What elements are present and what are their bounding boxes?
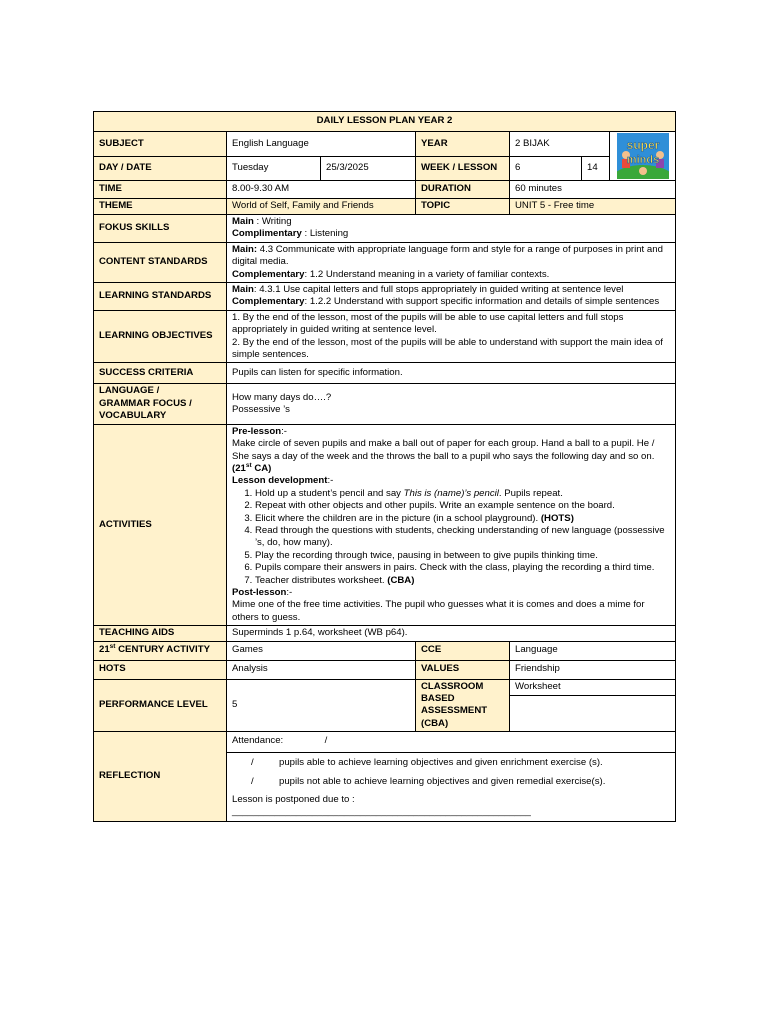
cce-label: CCE (416, 641, 510, 660)
pre-lesson-suffix: :- (281, 425, 287, 437)
week-value: 6 (510, 156, 582, 181)
superminds-logo (610, 132, 676, 181)
time-label: TIME (94, 181, 227, 199)
achieved-row (227, 753, 675, 773)
attendance-row (227, 732, 675, 753)
achieved-slash: / (251, 757, 254, 769)
ls-main-value: : 4.3.1 Use capital letters and full stops appropriately in guided writing at sentence level (253, 284, 624, 296)
year-value: 2 BIJAK (510, 132, 610, 157)
lesson-value: 14 (582, 156, 610, 181)
week-lesson-label: WEEK / LESSON (416, 156, 510, 181)
content-comp-value: : 1.2 Understand meaning in a variety of familiar contexts. (304, 268, 550, 280)
century-activity-value: Games (227, 641, 416, 660)
ls-main-label: Main (232, 284, 254, 296)
step-item: 5. Play the recording through twice, pausing in between to give pupils thinking time. (255, 550, 670, 562)
values-label: VALUES (416, 660, 510, 679)
teaching-aids-label: TEACHING AIDS (94, 626, 227, 641)
learning-objectives-value (227, 310, 676, 363)
day-value: Tuesday (227, 156, 321, 181)
content-standards-value (227, 242, 676, 282)
language-focus-label-3: VOCABULARY (99, 410, 167, 422)
fokus-skills-value (227, 215, 676, 243)
pre-tag-suffix: CA) (251, 462, 272, 474)
success-criteria-value: Pupils can listen for specific information. (227, 363, 676, 384)
step-3-tag: (HOTS) (540, 512, 574, 524)
page-title: DAILY LESSON PLAN YEAR 2 (94, 112, 676, 132)
topic-label: TOPIC (416, 199, 510, 215)
performance-level-label: PERFORMANCE LEVEL (94, 679, 227, 732)
content-comp-label: Complementary (232, 268, 305, 280)
content-main-value: 4.3 Communicate with appropriate language form and style for a range of purposes in print and digital media. (232, 243, 663, 268)
logo-text-bottom: minds (626, 154, 659, 166)
fokus-main-label: Main (232, 216, 254, 227)
fokus-comp-value: : Listening (301, 228, 349, 240)
development-suffix: :- (327, 475, 334, 487)
cba-label-2: ASSESSMENT (CBA) (421, 705, 488, 729)
cba-label-1: CLASSROOM BASED (421, 680, 484, 704)
cba-value: Worksheet (510, 680, 675, 696)
fokus-main-value: : Writing (253, 216, 292, 227)
attendance-label: Attendance: (232, 735, 284, 747)
century-activity-label (94, 641, 227, 660)
success-criteria-label: SUCCESS CRITERIA (94, 363, 227, 384)
postponed-label: Lesson is postponed due to : (232, 794, 355, 806)
achieved-text: pupils able to achieve learning objectives and given enrichment exercise (s). (279, 757, 603, 769)
superminds-logo-icon (617, 133, 669, 179)
duration-label: DURATION (416, 181, 510, 199)
teaching-aids-value: Superminds 1 p.64, worksheet (WB p64). (227, 626, 676, 641)
pre-tag-prefix: (21 (232, 462, 246, 474)
language-focus-label-1: LANGUAGE / (99, 385, 160, 397)
pre-lesson-label: Pre-lesson (232, 425, 282, 437)
duration-value: 60 minutes (510, 181, 676, 199)
learning-standards-value (227, 283, 676, 311)
pre-tag-sup: st (245, 461, 252, 469)
date-value: 25/3/2025 (321, 156, 416, 181)
cba-label (416, 679, 510, 732)
theme-value: World of Self, Family and Friends (227, 199, 416, 215)
language-item-1: How many days do….? (232, 391, 332, 403)
postponed-blank-line: ________________________________________________________ (232, 806, 531, 818)
step-1-text-b: . Pupils repeat. (498, 487, 563, 499)
post-lesson-suffix: :- (286, 586, 293, 598)
post-lesson-label: Post-lesson (232, 586, 287, 598)
logo-text-top: super (626, 138, 659, 152)
content-main-label: Main: (232, 243, 258, 255)
ls-comp-label: Complementary (232, 296, 305, 308)
reflection-label: REFLECTION (94, 732, 227, 822)
attendance-slash: / (324, 735, 328, 747)
century-prefix: 21 (99, 644, 110, 656)
topic-value: UNIT 5 - Free time (510, 199, 676, 215)
step-7-text: Teacher distributes worksheet. (255, 574, 388, 586)
step-item: 4. Read through the questions with students, checking understanding of new language (possessive ’s, do, how many). (255, 525, 670, 550)
time-value: 8.00-9.30 AM (227, 181, 416, 199)
step-item: 6. Pupils compare their answers in pairs. Check with the class, playing the recording a third time. (255, 562, 670, 574)
values-value: Friendship (510, 660, 676, 679)
post-lesson-text: Mime one of the free time activities. The pupil who guesses what it is comes and does a mime for others to guess. (232, 599, 645, 623)
year-label: YEAR (416, 132, 510, 157)
development-label: Lesson development (232, 475, 328, 487)
subject-label: SUBJECT (94, 132, 227, 157)
activities-label: ACTIVITIES (94, 424, 227, 626)
fokus-skills-label: FOKUS SKILLS (94, 215, 227, 243)
subject-value: English Language (227, 132, 416, 157)
century-sup: st (109, 643, 116, 651)
day-date-label: DAY / DATE (94, 156, 227, 181)
language-focus-label (94, 384, 227, 424)
development-steps (232, 488, 670, 587)
language-focus-label-2: GRAMMAR FOCUS / (99, 397, 192, 409)
not-achieved-row (227, 774, 675, 792)
step-1-text-a: Hold up a student’s pencil and say (255, 487, 404, 499)
step-item (255, 488, 670, 500)
fokus-comp-label: Complimentary (232, 228, 302, 240)
cce-value: Language (510, 641, 676, 660)
step-item (255, 513, 670, 525)
step-3-text: Elicit where the children are in the picture (in a school playground). (255, 512, 541, 524)
pre-lesson-tag (232, 463, 271, 474)
not-achieved-text: pupils not able to achieve learning objectives and given remedial exercise(s). (279, 775, 606, 787)
step-item (255, 575, 670, 587)
learning-objectives-label: LEARNING OBJECTIVES (94, 310, 227, 363)
ls-comp-value: : 1.2.2 Understand with support specific information and details of simple sentences (304, 296, 660, 308)
learning-standards-label: LEARNING STANDARDS (94, 283, 227, 311)
performance-level-value: 5 (227, 679, 416, 732)
hots-label: HOTS (94, 660, 227, 679)
not-achieved-slash: / (251, 775, 254, 787)
step-7-tag: (CBA) (387, 574, 415, 586)
content-standards-label: CONTENT STANDARDS (94, 242, 227, 282)
century-suffix: CENTURY ACTIVITY (115, 644, 210, 656)
language-item-2: Possessive ’s (232, 404, 290, 416)
cba-value-cell (510, 679, 676, 732)
reflection-value (227, 732, 676, 822)
pre-lesson-text: Make circle of seven pupils and make a ball out of paper for each group. Hand a ball to a pupil. He / She says a day of the week and the throws the ball to a pupil who says the following day and so on. (232, 438, 655, 462)
objective-1: 1. By the end of the lesson, most of the pupils will be able to use capital letters and full stops appropriately in guided writing at sentence level. (232, 311, 624, 336)
step-item: 2. Repeat with other objects and other pupils. Write an example sentence on the board. (255, 500, 670, 512)
lesson-plan-table (93, 111, 676, 822)
step-1-italic: This is (name)’s pencil (403, 487, 499, 499)
objective-2: 2. By the end of the lesson, most of the pupils will be able to understand with support the main idea of simple sentences. (232, 336, 663, 361)
activities-value (227, 424, 676, 626)
hots-value: Analysis (227, 660, 416, 679)
language-focus-value (227, 384, 676, 424)
theme-label: THEME (94, 199, 227, 215)
